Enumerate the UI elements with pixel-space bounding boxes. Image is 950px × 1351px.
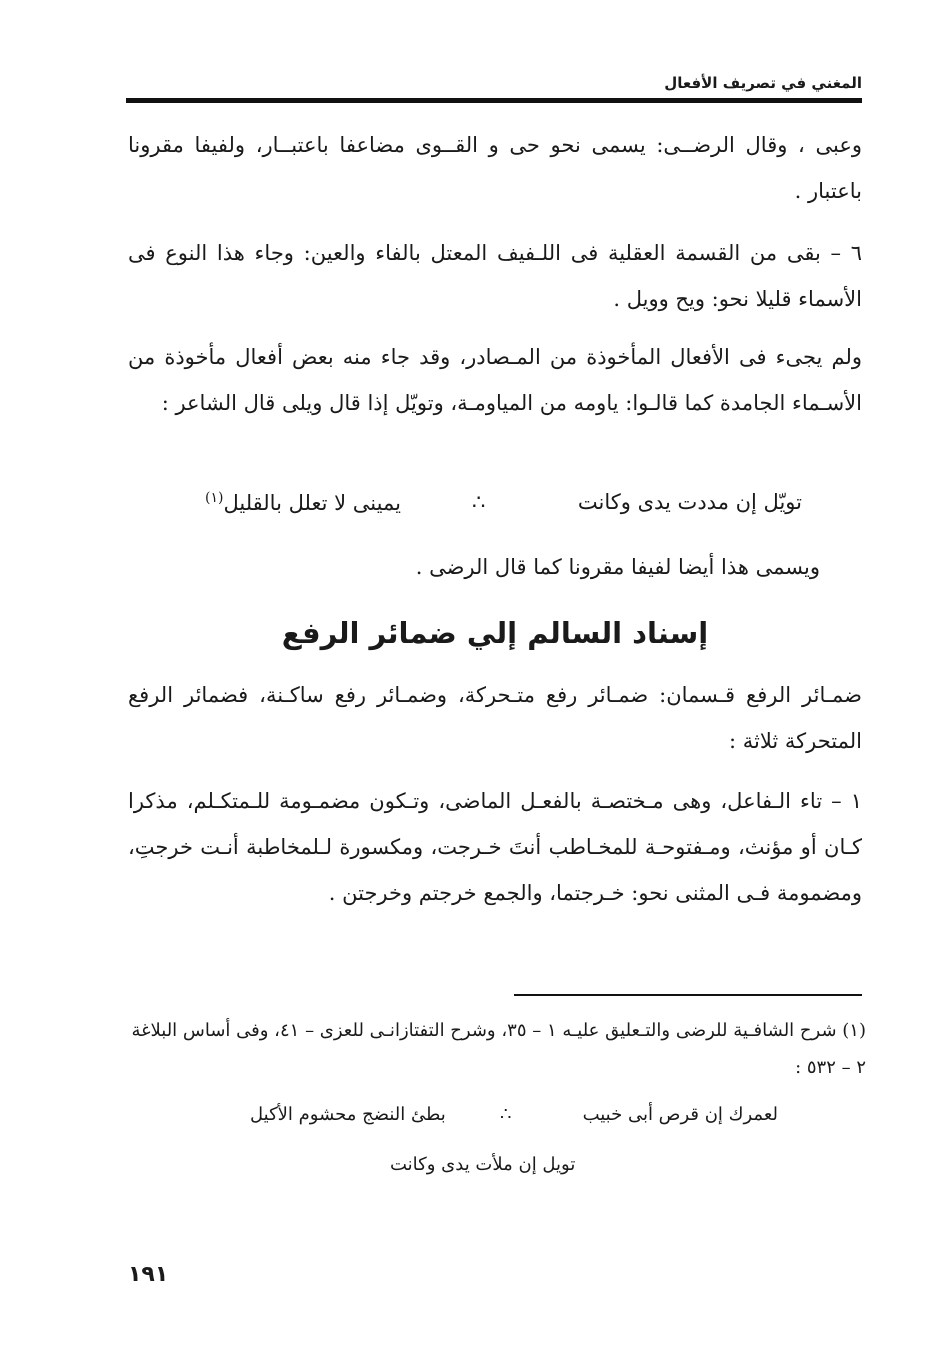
footnote-verse-second-half: بطئ النضج محشوم الأكيل (250, 1104, 446, 1125)
footnote-rule (514, 994, 862, 996)
footnote-text: (١) شرح الشافـية للرضى والتـعليق عليـه ١ – ٣٥، وشرح التفتازانـى للعزى – ٤١، وفى أساس البلاغة ٢ – ٥٣٢ : (131, 1020, 866, 1078)
section-heading: إسناد السالم إلي ضمائر الرفع (281, 616, 709, 650)
paragraph-2: ٦ – بقى من القسمة العقلية فى اللـفيف المعتل بالفاء والعين: وجاء هذا النوع فى الأسماء قليلا نحو: ويح وويل . (128, 241, 862, 311)
running-header-title: المغني في تصريف الأفعال (664, 74, 862, 92)
footnote-verse-separator: ∴ (500, 1104, 512, 1125)
verse-first-half: تويّل إن مددت يدى وكانت (577, 490, 802, 514)
footnote-marker: (١) (205, 490, 224, 506)
footnote-verse-first-half: لعمرك إن قرص أبى خبيب (582, 1104, 778, 1125)
header-rule (126, 98, 862, 103)
paragraph-1: وعبى ، وقال الرضــى: يسمى نحو حى و القــوى مضاعفا باعتبــار، ولفيفا مقرونا باعتبار . (128, 133, 862, 203)
paragraph-4: ويسمى هذا أيضا لفيفا مقرونا كما قال الرضى . (415, 555, 820, 579)
page-number: ١٩١ (128, 1262, 169, 1287)
paragraph-5: ضمـائر الرفع قـسمان: ضمـائر رفع متـحركة، وضمـائر رفع ساكـنة، فضمائر الرفع المتحركة ثلاثة : (128, 683, 862, 753)
verse-separator: ∴ (472, 490, 486, 514)
paragraph-3: ولم يجىء فى الأفعال المأخوذة من المـصادر، وقد جاء منه بعض أفعال مأخوذة من الأسـماء الجامدة كما قالـوا: ياومه من المياومـة، وتويّل إذا قال ويلى قال الشاعر : (128, 345, 862, 415)
footnote-verse-line2: تويل إن ملأت يدى وكانت (390, 1154, 576, 1175)
verse-second-half-line (205, 490, 401, 515)
verse-second-half: يمينى لا تعلل بالقليل (223, 491, 401, 515)
paragraph-6: ١ – تاء الـفاعل، وهى مـختصـة بالفعـل الماضى، وتـكون مضمـومة للـمتكـلم، مذكرا كـان أو مؤنث، ومـفتوحـة للمخـاطب أنتَ خـرجت، ومكسورة لـلمخاطبة أنـت خرجتِ، ومضمومة فـى المثنى نحو: خـرجتما، والجمع خرجتم وخرجتن . (128, 789, 862, 905)
